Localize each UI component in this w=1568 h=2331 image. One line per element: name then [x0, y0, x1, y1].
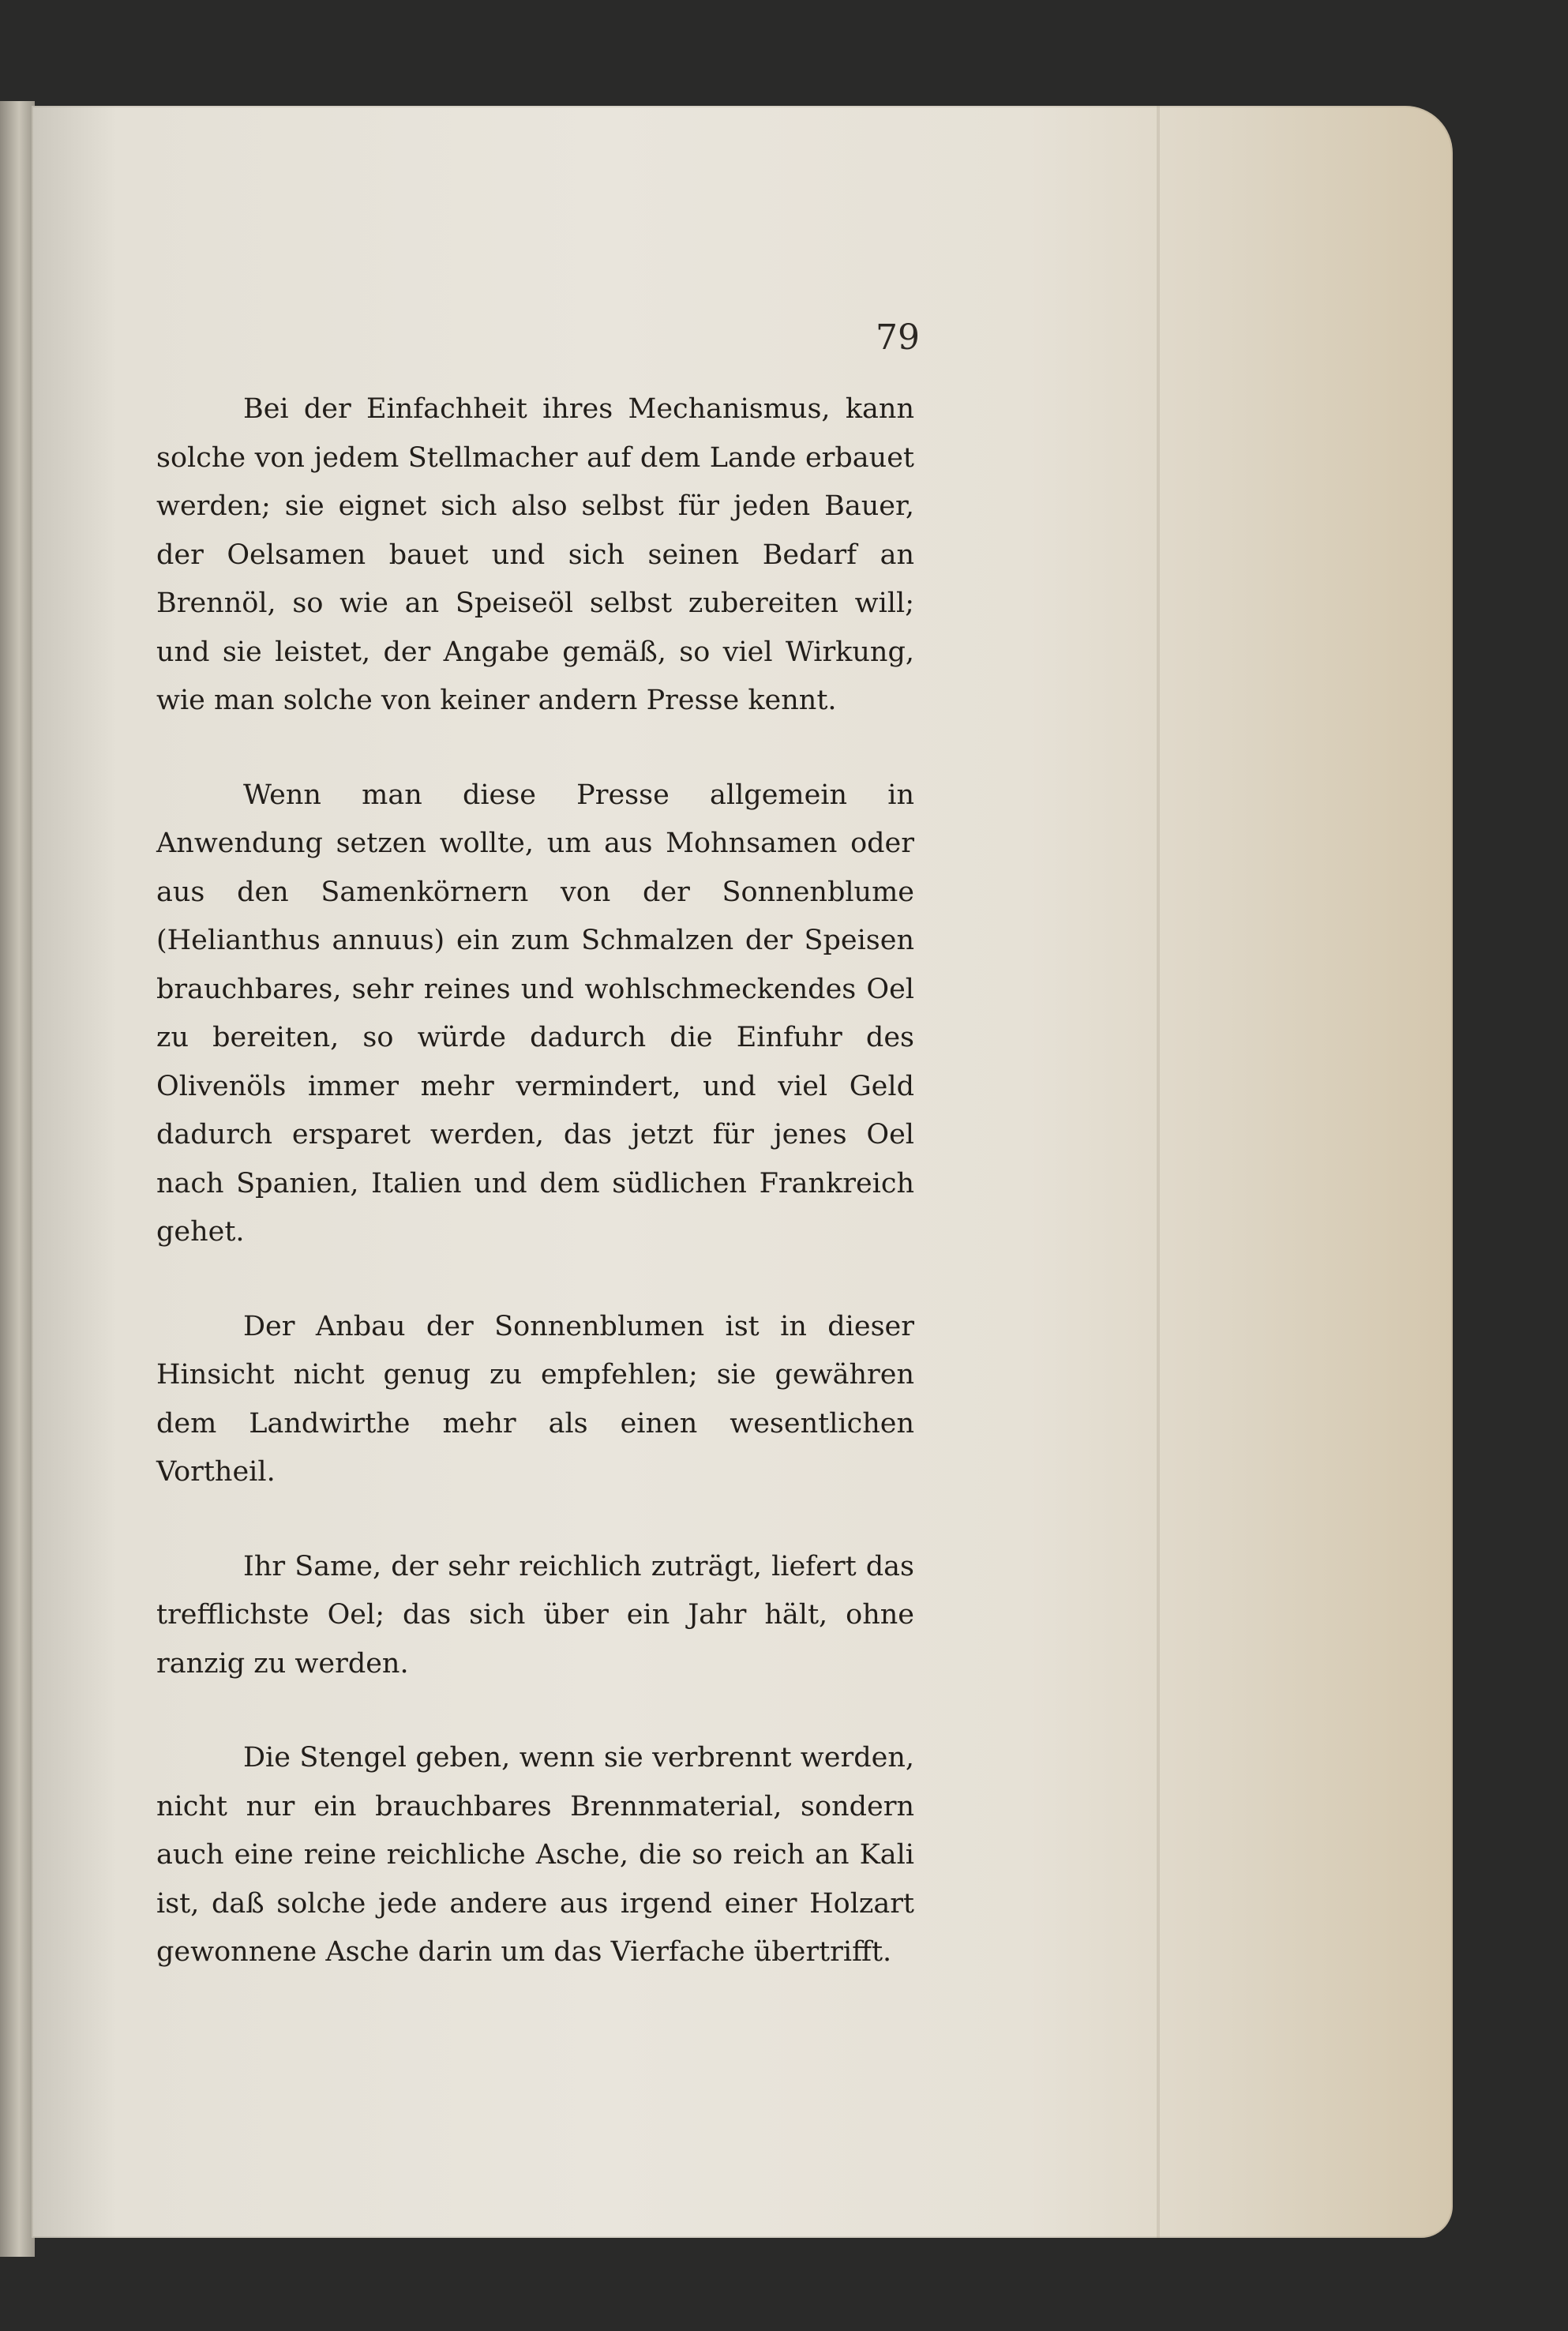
facing-page-edge [0, 101, 35, 2257]
paragraph: Wenn man diese Presse allgemein in Anwendung setzen wollte, um aus Mohnsamen oder aus den Samenkörnern von der Sonnenblume (Helianthus annuus) ein zum Schmalzen der Speisen brauchbares, sehr reines und wohlschmeckendes Oel zu bereiten, so würde dadurch die Einfuhr des Olivenöls immer mehr vermindert, und viel Geld dadurch ersparet werden, das jetzt für jenes Oel nach Spanien, Italien und dem südlichen Frankreich gehet. [156, 779, 914, 1248]
body-text [156, 385, 914, 1977]
paragraph: Bei der Einfachheit ihres Mechanismus, kann solche von jedem Stellmacher auf dem Lande erbauet werden; sie eignet sich also selbst für jeden Bauer, der Oelsamen bauet und sich seinen Bedarf an Brennöl, so wie an Speiseöl selbst zubereiten will; und sie leistet, der Angabe gemäß, so viel Wirkung, wie man solche von keiner andern Presse kennt. [156, 393, 914, 716]
page-fold-shadow [1157, 106, 1160, 2238]
paragraph: Der Anbau der Sonnenblumen ist in dieser Hinsicht nicht genug zu empfehlen; sie gewähren dem Landwirthe mehr als einen wesentlichen Vortheil. [156, 1310, 914, 1488]
paragraph: Ihr Same, der sehr reichlich zuträgt, liefert das trefflichste Oel; das sich über ein Jahr hält, ohne ranzig zu werden. [156, 1550, 914, 1680]
paragraph: Die Stengel geben, wenn sie verbrennt werden, nicht nur ein brauchbares Brennmaterial, sondern auch eine reine reichliche Asche, die so reich an Kali ist, daß solche jede andere aus irgend einer Holzart gewonnene Asche darin um das Vierfache übertrifft. [156, 1742, 914, 1968]
page-number: 79 [876, 317, 920, 358]
